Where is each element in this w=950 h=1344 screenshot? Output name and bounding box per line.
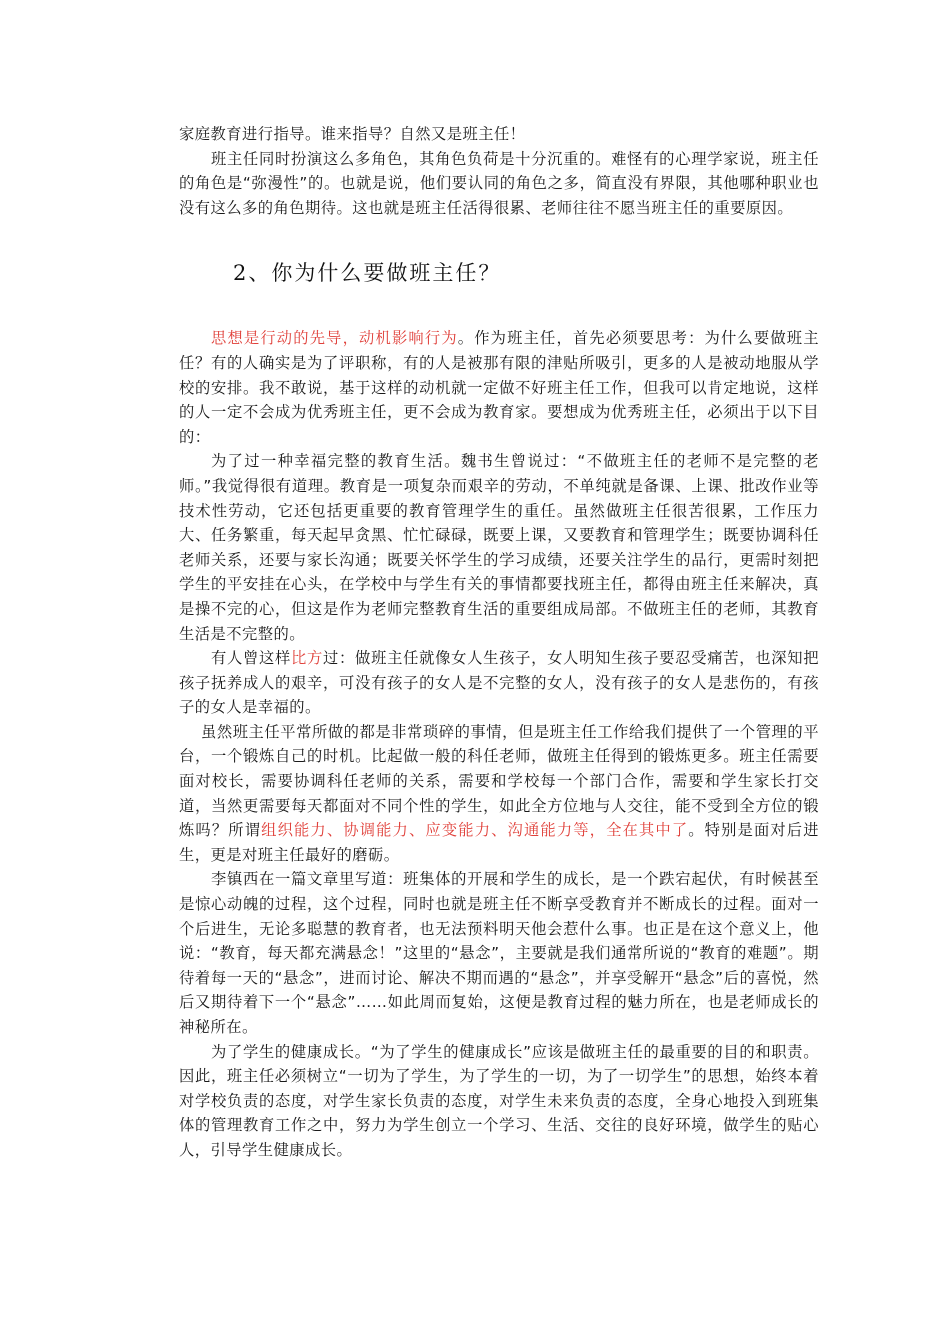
paragraph-text: 过：做班主任就像女人生孩子，女人明知生孩子要忍受痛苦，也深知把孩子抚养成人的艰辛，可没有孩子的女人是不完整的女人，没有孩子的女人是悲伤的，有孩子的女人是幸福的。 xyxy=(179,649,819,717)
highlight-text: 组织能力、协调能力、应变能力、沟通能力等，全在其中了 xyxy=(261,821,689,840)
section-paragraph-2: 为了过一种幸福完整的教育生活。魏书生曾说过：“不做班主任的老师不是完整的老师。”我觉得很有道理。教育是一项复杂而艰辛的劳动，不单纯就是备课、上课、批改作业等技术性劳动，它还包括更重要的教育管理学生的重任。虽然做班主任很苦很累，工作压力大、任务繁重，每天起早贪黑、忙忙碌碌，既要上课，又要教育和管理学生；既要协调科任老师关系，还要与家长沟通；既要关怀学生的学习成绩，还要关注学生的品行，更需时刻把学生的平安挂在心头，在学校中与学生有关的事情都要找班主任，都得由班主任来解决，真是操不完的心，但这是作为老师完整教育生活的重要组成局部。不做班主任的老师，其教育生活是不完整的。 xyxy=(179,452,819,643)
highlight-text: 比方 xyxy=(291,649,324,668)
paragraph-text: 。特别是面对后进生，更是对班主任最好的磨砺。 xyxy=(179,821,819,864)
section-paragraph-4 xyxy=(179,720,819,868)
section-paragraph-5: 李镇西在一篇文章里写道：班集体的开展和学生的成长，是一个跌宕起伏，有时候甚至是惊心动魄的过程，这个过程，同时也就是班主任不断享受教育并不断成长的过程。面对一个后进生，无论多聪慧的教育者，也无法预料明天他会惹什么事。也正是在这个意义上，他说：“教育，每天都充满悬念！”这里的“悬念”，主要就是我们通常所说的“教育的难题”。期待着每一天的“悬念”，进而讨论、解决不期而遇的“悬念”，并享受解开“悬念”后的喜悦，然后又期待着下一个“悬念”……如此周而复始，这便是教育过程的魅力所在，也是老师成长的神秘所在。 xyxy=(179,870,819,1036)
paragraph-text: 。作为班主任，首先必须要思考：为什么要做班主任？有的人确实是为了评职称，有的人是被那有限的津贴所吸引，更多的人是被动地服从学校的安排。我不敢说，基于这样的动机就一定做不好班主任工作，但我可以肯定地说，这样的人一定不会成为优秀班主任，更不会成为教育家。要想成为优秀班主任，必须出于以下目的： xyxy=(179,329,819,446)
intro-paragraph-1: 家庭教育进行指导。谁来指导？自然又是班主任！ xyxy=(179,125,526,143)
intro-paragraph-2: 班主任同时扮演这么多角色，其角色负荷是十分沉重的。难怪有的心理学家说，班主任的角色是“弥漫性”的。也就是说，他们要认同的角色之多，简直没有界限，其他哪种职业也没有这么多的角色期待。这也就是班主任活得很累、老师往往不愿当班主任的重要原因。 xyxy=(179,149,819,217)
paragraph-text: 虽然班主任平常所做的都是非常琐碎的事情，但是班主任工作给我们提供了一个管理的平台，一个锻炼自己的时机。比起做一般的科任老师，做班主任得到的锻炼更多。班主任需要面对校长，需要协调科任老师的关系，需要和学校每一个部门合作，需要和学生家长打交道，当然更需要每天都面对不同个性的学生，如此全方位地与人交往，能不受到全方位的锻炼吗？所谓 xyxy=(179,722,819,840)
section-paragraph-6: 为了学生的健康成长。“为了学生的健康成长”应该是做班主任的最重要的目的和职责。因此，班主任必须树立“一切为了学生，为了学生的一切，为了一切学生”的思想，始终本着对学校负责的态度，对学生家长负责的态度，对学生未来负责的态度，全身心地投入到班集体的管理教育工作之中，努力为学生创立一个学习、生活、交往的良好环境，做学生的贴心人，引导学生健康成长。 xyxy=(179,1042,819,1159)
document-body xyxy=(179,122,819,1163)
paragraph-text: 有人曾这样 xyxy=(211,649,292,668)
highlight-text: 思想是行动的先导，动机影响行为 xyxy=(211,329,458,348)
section-heading: 2、你为什么要做班主任？ xyxy=(233,261,502,286)
section-paragraph-3 xyxy=(179,646,819,720)
section-paragraph-1 xyxy=(179,326,819,449)
